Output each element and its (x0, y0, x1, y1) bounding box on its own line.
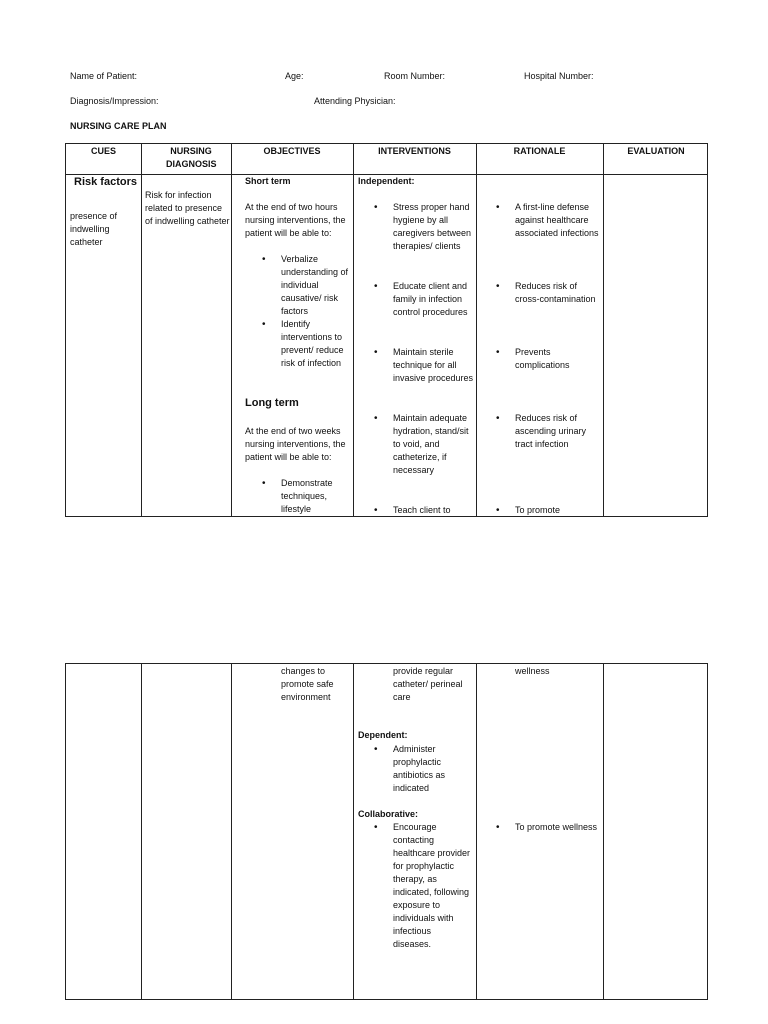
room-number-label: Room Number: (384, 71, 446, 81)
column-header-objectives: OBJECTIVES (263, 146, 321, 156)
intervention-item: • Maintain adequate hydration, stand/sit to void, and catheterize, if necessary (393, 412, 475, 477)
column-header-interventions: INTERVENTIONS (378, 146, 451, 156)
collaborative-rationale: • To promote wellness (515, 821, 600, 834)
short-term-list (281, 253, 351, 370)
short-term-item: • Identify interventions to prevent/ reduce risk of infection (281, 318, 351, 370)
diagnosis-text: Risk for infection related to presence of indwelling catheter (145, 190, 230, 226)
objectives-continued: changes to promote safe environment (281, 666, 334, 702)
long-term-heading: Long term (245, 397, 299, 409)
dependent-item: • Administer prophylactic antibiotics as indicated (393, 743, 475, 795)
intervention-item: • Stress proper hand hygiene by all caregivers between therapies/ clients (393, 201, 475, 253)
intervention-item: • Educate client and family in infection control procedures (393, 280, 475, 319)
rationale-item: • Reduces risk of cross-contamination (515, 280, 600, 306)
short-term-item: • Verbalize understanding of individual causative/ risk factors (281, 253, 351, 318)
column-header-rationale: RATIONALE (513, 146, 566, 156)
hospital-number-label: Hospital Number: (524, 71, 594, 81)
dependent-heading: Dependent: (358, 730, 408, 740)
column-header-nursing-diagnosis: NURSING DIAGNOSIS (166, 146, 217, 169)
rationale-item: • To promote (515, 504, 600, 517)
collaborative-heading: Collaborative: (358, 809, 419, 819)
patient-name-label: Name of Patient: (70, 71, 138, 81)
long-term-list (281, 477, 351, 516)
long-term-text: At the end of two weeks nursing interventions, the patient will be able to: (245, 426, 346, 462)
intervention-item: • Teach client to (393, 504, 475, 517)
diagnosis-label: Diagnosis/Impression: (70, 96, 159, 106)
cues-heading: Risk factors (74, 176, 137, 188)
care-plan-table-continued (65, 663, 708, 1000)
independent-heading: Independent: (358, 176, 415, 186)
attending-physician-label: Attending Physician: (314, 96, 396, 106)
care-plan-table (65, 143, 708, 517)
rationale-continued: wellness (515, 666, 550, 676)
collaborative-item: • Encourage contacting healthcare provider for prophylactic therapy, as indicated, following exposure to individuals with infectious diseases. (393, 821, 471, 951)
rationale-item: • Prevents complications (515, 346, 600, 372)
short-term-heading: Short term (245, 176, 291, 186)
long-term-item: • Demonstrate techniques, lifestyle (281, 477, 351, 516)
rationale-item: • A first-line defense against healthcare associated infections (515, 201, 600, 240)
cues-text: presence of indwelling catheter (70, 211, 118, 247)
column-header-evaluation: EVALUATION (627, 146, 685, 156)
column-header-cues: CUES (90, 146, 116, 156)
short-term-text: At the end of two hours nursing interventions, the patient will be able to: (245, 202, 346, 238)
rationale-item: • Reduces risk of ascending urinary tract infection (515, 412, 600, 451)
intervention-item: • Maintain sterile technique for all invasive procedures (393, 346, 475, 385)
age-label: Age: (285, 71, 304, 81)
intervention-continued: provide regular catheter/ perineal care (393, 666, 463, 702)
plan-title: NURSING CARE PLAN (70, 121, 167, 131)
